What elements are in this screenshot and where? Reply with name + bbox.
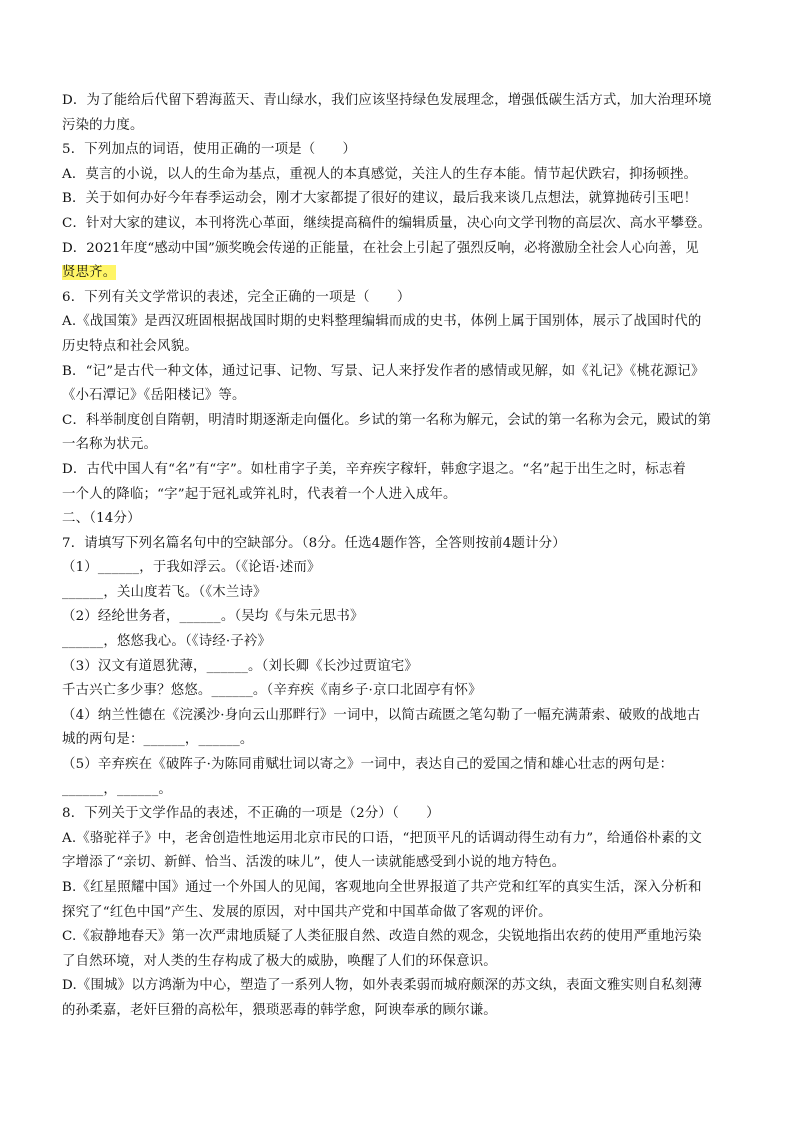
option-line: A.《骆驼祥子》中，老舍创造性地运用北京市民的口语，“把顶平凡的话调动得生动有力”，给通俗朴素的文 (62, 830, 702, 846)
fill-blank-line: （1）______，于我如浮云。（《论语·述而》 (62, 560, 321, 576)
document-page (62, 89, 732, 1024)
text-line: 《小石潭记》《岳阳楼记》等。 (62, 388, 246, 404)
question-8-title: 8．下列关于文学作品的表述，不正确的一项是（2分）（ ） (62, 806, 440, 822)
fill-blank-line: ______，______。 (62, 781, 172, 797)
option-line: C.《寂静地春天》第一次严肃地质疑了人类征服自然、改造自然的观念，尖锐地指出农药的使用严重地污染 (62, 929, 702, 945)
option-line: C．针对大家的建议，本刊将洗心革面，继续提高稿件的编辑质量，决心向文学刊物的高层次、高水平攀登。 (62, 215, 712, 231)
fill-blank-line: （2）经纶世务者，______。（吴均《与朱元思书》 (62, 609, 364, 625)
question-5-title: 5．下列加点的词语，使用正确的一项是（ ） (62, 142, 357, 158)
fill-blank-line: 千古兴亡多少事？悠悠。______。（辛弃疾《南乡子·京口北固亭有怀》 (62, 683, 482, 699)
option-line: A．莫言的小说，以人的生命为基点，重视人的本真感觉，关注人的生存本能。情节起伏跌宕，抑扬顿挫。 (62, 166, 698, 182)
text-line: 污染的力度。 (62, 117, 144, 133)
text-line: 一个人的降临；“字”起于冠礼或笄礼时，代表着一个人进入成年。 (62, 486, 457, 502)
fill-blank-line: 城的两句是：______，______。 (62, 732, 254, 748)
section-heading: 二、（14分） (62, 511, 141, 527)
option-line: B．“记”是古代一种文体，通过记事、记物、写景、记人来抒发作者的感情或见解，如《礼记》《桃花源记》 (62, 363, 705, 379)
option-line: C．科举制度创自隋朝，明清时期逐渐走向僵化。乡试的第一名称为解元，会试的第一名称为会元，殿试的第 (62, 412, 712, 428)
text-line: D．为了能给后代留下碧海蓝天、青山绿水，我们应该坚持绿色发展理念，增强低碳生活方式，加大治理环境 (62, 93, 712, 108)
text-line: 一名称为状元。 (62, 437, 158, 453)
text-line: 的孙柔嘉，老奸巨猾的高松年，猥琐恶毒的韩学愈，阿谀奉承的顾尔谦。 (62, 1002, 497, 1018)
fill-blank-line: ______，悠悠我心。（《诗经·子衿》 (62, 634, 272, 650)
option-line: D．古代中国人有“名”有“字”。如杜甫字子美，辛弃疾字稼轩，韩愈字退之。“名”起于出生之时，标志着 (62, 461, 687, 477)
text-line: 字增添了“亲切、新鲜、恰当、活泼的味儿”，使人一读就能感受到小说的地方特色。 (62, 855, 566, 871)
text-line: 探究了“红色中国”产生、发展的原因，对中国共产党和中国革命做了客观的评价。 (62, 904, 552, 920)
highlight-mark: 贤思齐。 (62, 265, 117, 281)
fill-blank-line: （4）纳兰性德在《浣溪沙·身向云山那畔行》一词中，以简古疏匮之笔勾勒了一幅充满萧索、破败的战地古 (62, 707, 701, 723)
fill-blank-line: ______，关山度若飞。（《木兰诗》 (62, 584, 267, 600)
question-6-title: 6．下列有关文学常识的表述，完全正确的一项是（ ） (62, 289, 411, 305)
fill-blank-line: （5）辛弃疾在《破阵子·为陈同甫赋壮词以寄之》一词中，表达自己的爱国之情和雄心壮志的两句是： (62, 757, 674, 773)
option-line: D．2021年度“感动中国”颁奖晚会传递的正能量，在社会上引起了强烈反响，必将激励全社会人心向善，见 (62, 240, 699, 256)
fill-blank-line: （3）汉文有道恩犹薄，______。（刘长卿《长沙过贾谊宅》 (62, 658, 418, 674)
text-line: 历史特点和社会风貌。 (62, 338, 198, 354)
text-line-highlighted (62, 261, 732, 286)
option-line: B．关于如何办好今年春季运动会，刚才大家都提了很好的建议，最后我来谈几点想法，就算抛砖引玉吧！ (62, 191, 698, 207)
option-line: D.《围城》以方鸿渐为中心，塑造了一系列人物，如外表柔弱而城府颇深的苏文纨，表面文雅实则自私刻薄 (62, 978, 703, 994)
option-line: B.《红星照耀中国》通过一个外国人的见闻，客观地向全世界报道了共产党和红军的真实生活，深入分析和 (62, 880, 702, 895)
option-line: A.《战国策》是西汉班固根据战国时期的史料整理编辑而成的史书，体例上属于国别体，展示了战国时代的 (62, 314, 702, 330)
question-7-title: 7．请填写下列名篇名句中的空缺部分。（8分。任选4题作答，全答则按前4题计分） (62, 535, 566, 551)
text-line: 了自然环境，对人类的生存构成了极大的威胁，唤醒了人们的环保意识。 (62, 953, 497, 969)
